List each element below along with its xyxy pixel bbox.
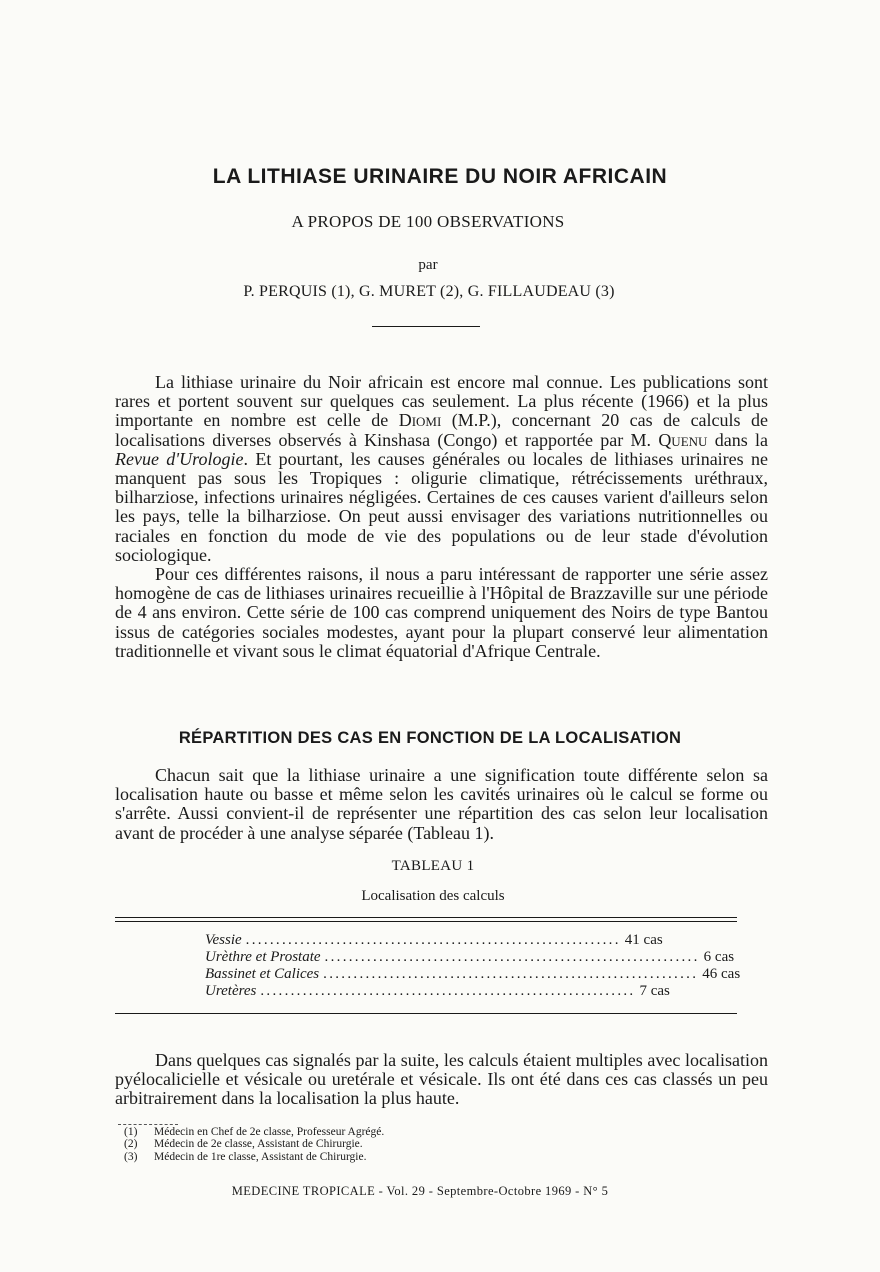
footnote-number: (3) <box>124 1150 138 1163</box>
article-title: LA LITHIASE URINAIRE DU NOIR AFRICAIN <box>212 165 668 188</box>
footnote-text: Médecin de 2e classe, Assistant de Chirurgie. <box>154 1138 363 1151</box>
article-subtitle: A PROPOS DE 100 OBSERVATIONS <box>291 212 565 231</box>
row-value: 7 cas <box>639 983 670 999</box>
row-value: 46 cas <box>702 966 741 982</box>
table-row <box>205 949 735 966</box>
intro-text-d: . Et pourtant, les causes générales ou locales de lithiases urinaires ne manquent pas sous les Tropiques : oligurie climatique, rétrécissements uréthraux, bilharziose, infections urinaires négligées. Certaines de ces causes varient d'ailleurs selon les pays, telle la bilharziose. On peut aussi envisager des variations nutritionnelles ou raciales en fonction du mode de vie des populations ou de leur stade d'évolution sociologique. <box>115 448 768 565</box>
table-row <box>205 983 670 1000</box>
table-label: TABLEAU 1 <box>391 858 475 874</box>
localisation-table <box>205 932 741 1000</box>
row-name: Vessie <box>205 932 242 948</box>
dot-leader: .............................................................. <box>245 932 621 948</box>
table-row <box>205 932 663 949</box>
row-name: Urèthre et Prostate <box>205 949 321 965</box>
row-value: 41 cas <box>624 932 663 948</box>
table-rule <box>115 921 737 922</box>
dot-leader: .............................................................. <box>324 949 700 965</box>
footnote-number: (2) <box>124 1138 138 1151</box>
footnote <box>124 1138 384 1150</box>
section-heading: RÉPARTITION DES CAS EN FONCTION DE LA LOCALISATION <box>178 729 682 747</box>
intro-text-a: La lithiase urinaire du Noir africain est encore mal connue. Les publications sont rares et portent souvent sur quelques cas seulement. La plus récente (1966) et la plus importante en nombre est celle de <box>115 372 768 431</box>
footnote-text: Médecin en Chef de 2e classe, Professeur Agrégé. <box>154 1126 385 1138</box>
by-label: par <box>418 257 438 273</box>
title-divider <box>372 326 480 327</box>
author-name-quenu: Quenu <box>658 429 708 450</box>
footnote <box>124 1126 384 1138</box>
intro-paragraph-1 <box>115 373 768 565</box>
dot-leader: .............................................................. <box>260 983 636 999</box>
table-rule <box>115 1013 737 1014</box>
dot-leader: .............................................................. <box>323 966 699 982</box>
journal-title: Revue d'Urologie <box>115 448 244 469</box>
journal-footer: MEDECINE TROPICALE - Vol. 29 - Septembre-Octobre 1969 - N° 5 <box>231 1184 609 1198</box>
author-name-diomi: Diomi <box>398 410 442 431</box>
intro-text-c: dans la <box>707 429 768 450</box>
row-name: Uretères <box>205 983 257 999</box>
table-row <box>205 966 741 983</box>
intro-text-b: (M.P.), concernant 20 cas de calculs de localisations diverses observés à Kinshasa (Congo) et rapportée par M. <box>115 410 768 450</box>
footnotes <box>124 1126 384 1163</box>
section-paragraph: Chacun sait que la lithiase urinaire a une signification toute différente selon sa localisation haute ou basse et même selon les cavités urinaires où le calcul se forme ou s'arrête. Aussi convient-il de représenter une répartition des cas selon leur localisation avant de procéder à une analyse séparée (Tableau 1). <box>115 765 768 843</box>
closing-section <box>115 1051 768 1109</box>
introduction <box>115 373 768 661</box>
table-caption: Localisation des calculs <box>361 888 505 904</box>
author-list: P. PERQUIS (1), G. MURET (2), G. FILLAUDEAU (3) <box>243 283 615 300</box>
table-rule <box>115 917 737 918</box>
footnote <box>124 1151 384 1163</box>
section-body <box>115 766 768 843</box>
footnote-text: Médecin de 1re classe, Assistant de Chirurgie. <box>154 1150 367 1163</box>
row-value: 6 cas <box>703 949 735 965</box>
row-name: Bassinet et Calices <box>205 966 320 982</box>
footnote-divider <box>118 1124 178 1125</box>
footnote-number: (1) <box>124 1126 138 1138</box>
intro-paragraph-2: Pour ces différentes raisons, il nous a paru intéressant de rapporter une série assez homogène de cas de lithiases urinaires recueillie à l'Hôpital de Brazzaville sur une période de 4 ans environ. Cette série de 100 cas comprend uniquement des Noirs de type Bantou issus de catégories sociales modestes, ayant pour la plupart conservé leur alimentation traditionnelle et vivant sous le climat équatorial d'Afrique Centrale. <box>115 564 768 661</box>
closing-paragraph: Dans quelques cas signalés par la suite, les calculs étaient multiples avec localisation pyélocalicielle et vésicale ou uretérale et vésicale. Ils ont été dans ces cas classés un peu arbitrairement dans la localisation la plus haute. <box>115 1050 768 1109</box>
